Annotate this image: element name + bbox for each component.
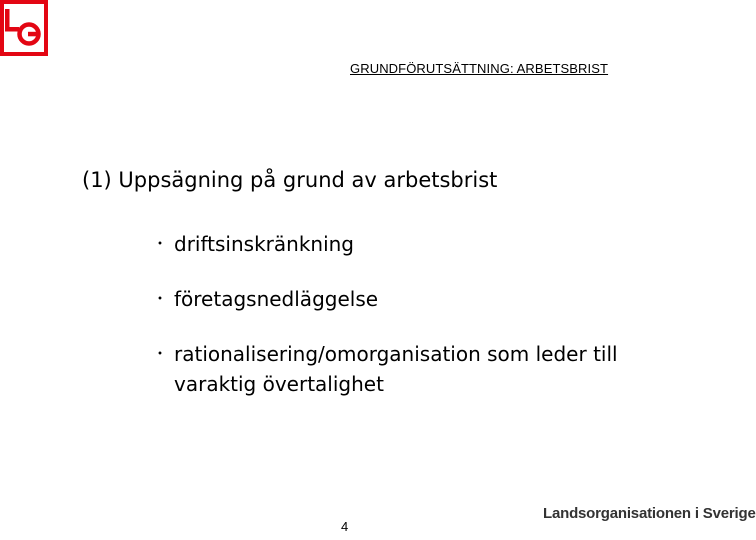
- main-heading: (1) Uppsägning på grund av arbetsbrist: [82, 168, 498, 192]
- page-header-title: GRUNDFÖRUTSÄTTNING: ARBETSBRIST: [350, 61, 609, 76]
- list-item: [152, 339, 672, 399]
- bullet-icon: ・: [152, 344, 169, 363]
- list-item-text: rationalisering/omorganisation som leder till varaktig övertalighet: [174, 342, 618, 396]
- bullet-list: [152, 229, 672, 399]
- lo-logo-icon: [0, 0, 48, 56]
- list-item: [152, 229, 672, 259]
- page-number: 4: [341, 519, 349, 534]
- bullet-icon: ・: [152, 289, 169, 308]
- bullet-icon: ・: [152, 234, 169, 253]
- organization-name: Landsorganisationen i Sverige: [543, 505, 756, 522]
- list-item: [152, 284, 672, 314]
- list-item-text: driftsinskränkning: [174, 232, 354, 256]
- list-item-text: företagsnedläggelse: [174, 287, 379, 311]
